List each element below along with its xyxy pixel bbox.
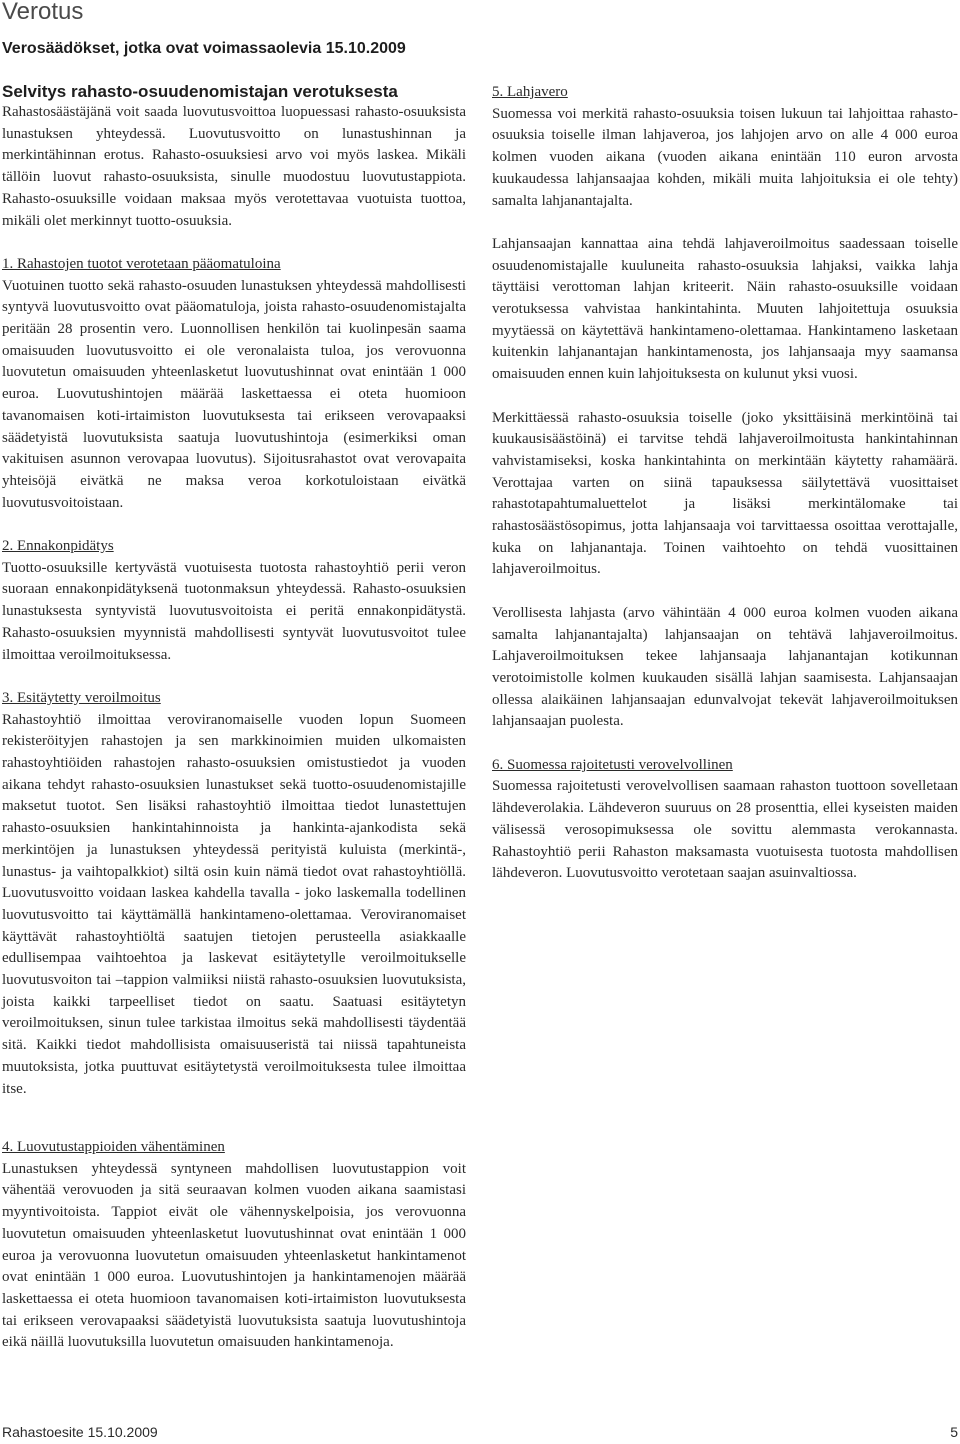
section-5-heading: 5. Lahjavero	[492, 84, 568, 100]
page-number: 5	[950, 1424, 958, 1440]
section-3-heading: 3. Esitäytetty veroilmoitus	[2, 689, 161, 706]
section-3-paragraph: Rahastoyhtiö ilmoittaa veroviranomaiselle vuoden lopun Suomeen rekisteröityjen rahastojen ja sen markkinoimien muiden ulkomaisten rahastoyhtiöiden rahastojen rahasto-osuuksien omistustiedot ja vuoden aikana tehdyt rahasto-osuuksien lunastukset sekä tuotto-osuudenomistajille maksetut tuotot. Sen lisäksi rahastoyhtiö ilmoittaa tiedot lunastettujen rahasto-osuuksien hankintahinnoista ja hankinta-ajankodista sekä merkintöjen ja lunastuksen yhteydessä perityistä kuluista (merkintä-, lunastus- ja vaihtopalkkiot) siltä osin kuin nämä tiedot ovat rahastoyhtiöllä. Luovutusvoitto voidaan laskea kahdella tavalla - joko laskemalla todellinen luovutusvoitto tai käyttämällä hankintameno-olettamaa. Veroviranomaiset käyttävät rahastoyhtiöltä saatujen tietojen perusteella asiakkaalle edullisempaa vaihtoehtoa ja laskevat esitäytetylle veroilmoitukselle luovutusvoiton tai –tappion valmiiksi niistä rahasto-osuuksien luovutuksista, joista kaikki tarpeelliset tiedot on saatu. Saatuasi esitäytetyn veroilmoituksen, sinun tulee tarkistaa ilmoitus sekä mahdollisesti täydentää sitä. Kaikki tiedot mahdollisista omaisuuseristä tai niissä tapahtuneista muutoksista, jotka puuttuvat esitäytetystä veroilmoituksesta tulee ilmoittaa itse.	[2, 711, 466, 1097]
section-5-paragraph-2: Lahjansaajan kannattaa aina tehdä lahjaveroilmoitus saadessaan toiselle osuudenomistajalle kuuluneita rahasto-osuuksia lahjaksi, vaikka lahja täyttäisi verottoman lahjan kriteerit. Näin rahasto-osuuksille voidaan verotuksessa vahvistaa hankintahinta. Muuten lahjoitettuja osuuksia myytäessä on käytettävä hankintameno-olettamaa. Hankintameno lasketaan kuitenkin lahjanantajan hankintamenosta, jos lahjansaaja myy saamansa omaisuuden ennen kuin lahjoituksesta on kulunut yksi vuosi.	[492, 235, 958, 383]
intro-paragraph: Rahastosäästäjänä voit saada luovutusvoittoa luopuessasi rahasto-osuuksista lunastuksen yhteydessä. Luovutusvoitto on lunastushinnan ja merkintähinnan erotus. Rahasto-osuuksiesi arvo voi myös laskea. Mikäli tällöin luovut rahasto-osuuksista, sinulle muodostuu luovutustappiota. Rahasto-osuuksille voidaan maksaa myös verotettavaa vuotuista tuottoa, mikäli olet merkinnyt tuotto-osuuksia.	[2, 104, 466, 229]
section-2-paragraph: Tuotto-osuuksille kertyvästä vuotuisesta tuotosta rahastoyhtiö perii veron suoraan ennakonpidätyksenä tuotonmaksun yhteydessä. Rahasto-osuuksien lunastuksesta syntyvistä luovutusvoitoista ei peritä ennakonpidätystä. Rahasto-osuuksien myynnistä mahdollisesti syntyvät luovutusvoitot tulee ilmoittaa veroilmoituksessa.	[2, 559, 466, 663]
page-title: Verotus	[2, 0, 84, 25]
section-5-paragraph-4: Verollisesta lahjasta (arvo vähintään 4 000 euroa kolmen vuoden aikana samalta lahjanantajalta) lahjansaajan on tehtävä lahjaveroilmoitus. Lahjaveroilmoituksen tekee lahjansaaja lahjanantajan kotikunnan verotoimistolle kolmen kuukauden sisällä lahjan saamisesta. Lahjansaajan ollessa alaikäinen lahjansaajan edunvalvojat tekevät lahjaveroilmoituksen lahjansaajan puolesta.	[492, 604, 958, 730]
section-4-paragraph: Lunastuksen yhteydessä syntyneen mahdollisen luovutustappion voit vähentää verovuoden ja sitä seuraavan kolmen vuoden aikana saamistasi myyntivoitoista. Tappiot eivät ole vähennyskelpoisia, jos verovuonna luovutetun omaisuuden yhteenlasketut luovutushinnat ovat enintään 1 000 euroa ja verovuonna luovutetun omaisuuden yhteenlasketut hankintamenot ovat enintään 1 000 euroa. Luovutushintojen ja hankintamenojen määrää laskettaessa ei oteta huomioon tavanomaisen koti-irtaimiston luovutuksesta tai erikseen verovapaaksi säädetyistä luovutuksista saatuja luovutushintoja eikä näillä luovutuksilla luovutetun omaisuuden hankintamenoja.	[2, 1160, 466, 1351]
section-1-paragraph: Vuotuinen tuotto sekä rahasto-osuuden lunastuksen yhteydessä mahdollisesti syntyvä luovutusvoitto ovat pääomatuloja, joista rahasto-osuudenomistajalta peritään 28 prosentin vero. Luonnollisen henkilön tai kuolinpesän saama omaisuuden luovutusvoitto ei ole veronalaista tuloa, jos verovuonna luovutetun omaisuuden yhteenlasketut luovutushinnat ovat enintään 1 000 euroa. Luovutushintojen määrää laskettaessa ei oteta huomioon tavanomaisen koti-irtaimiston luovutuksesta tai erikseen verovapaaksi säädetyistä luovutuksista saatuja luovutushintoja (esimerkiksi oman vakituisen asunnon verovapaa luovutus). Sijoitusrahastot ovat verovapaita yhteisöjä eivätkä ne maksa veroa korkotuloistaan eivätkä luovutusvoitoistaan.	[2, 277, 466, 511]
footer-label: Rahastoesite 15.10.2009	[2, 1424, 158, 1440]
section-6-heading: 6. Suomessa rajoitetusti verovelvollinen	[492, 756, 733, 773]
section-4-heading: 4. Luovutustappioiden vähentäminen	[2, 1139, 225, 1155]
left-column	[2, 102, 466, 1100]
section-5-paragraph-1: Suomessa voi merkitä rahasto-osuuksia toisen lukuun tai lahjoittaa rahasto-osuuksia toiselle ilman lahjaveroa, jos lahjojen arvo on alle 4 000 euroa kolmen vuoden aikana (vuoden aikana enintään 110 euron arvosta kuukaudessa lahjansaajaa kohden, mikäli muita lahjoituksia ei ole tehty) samalta lahjanantajalta.	[492, 105, 958, 209]
page-subtitle: Verosäädökset, jotka ovat voimassaolevia 15.10.2009	[2, 40, 406, 57]
section-6-paragraph: Suomessa rajoitetusti verovelvollisen saamaan rahaston tuottoon sovelletaan lähdeverolakia. Lähdeveron suuruus on 28 prosenttia, ellei kyseisten maiden välisessä verosopimuksessa ole sovittu alemmasta verokannasta. Rahastoyhtiö perii Rahaston maksamasta vuotuisesta tuotosta mahdollisen lähdeveron. Luovutusvoitto verotetaan saajan asuinvaltiossa.	[492, 778, 958, 882]
right-column	[492, 82, 958, 885]
header-bar	[0, 0, 960, 26]
section-5-paragraph-3: Merkittäessä rahasto-osuuksia toiselle (joko yksittäisinä merkintöinä tai kuukausisäästöinä) ei tarvitse tehdä lahjaveroilmoitusta hankintahinnan vahvistamiseksi, koska hankintahinta on merkintään käytetty rahamäärä. Verottajaa varten on siinä tapauksessa säilytettävä vuosittaiset rahastotapahtumaluettelot ja lisäksi merkintälomake tai rahastosäästösopimus, jotta lahjansaaja voi tarvittaessa osoittaa verottajalle, kuka on lahjanantaja. Toinen vaihtoehto on tehdä vuosittainen lahjaveroilmoitus.	[492, 409, 958, 578]
section-2-heading: 2. Ennakonpidätys	[2, 538, 114, 555]
section-4-block	[2, 1137, 466, 1354]
article-heading: Selvitys rahasto-osuudenomistajan verotuksesta	[2, 82, 398, 101]
section-1-heading: 1. Rahastojen tuotot verotetaan pääomatuloina	[2, 255, 281, 272]
